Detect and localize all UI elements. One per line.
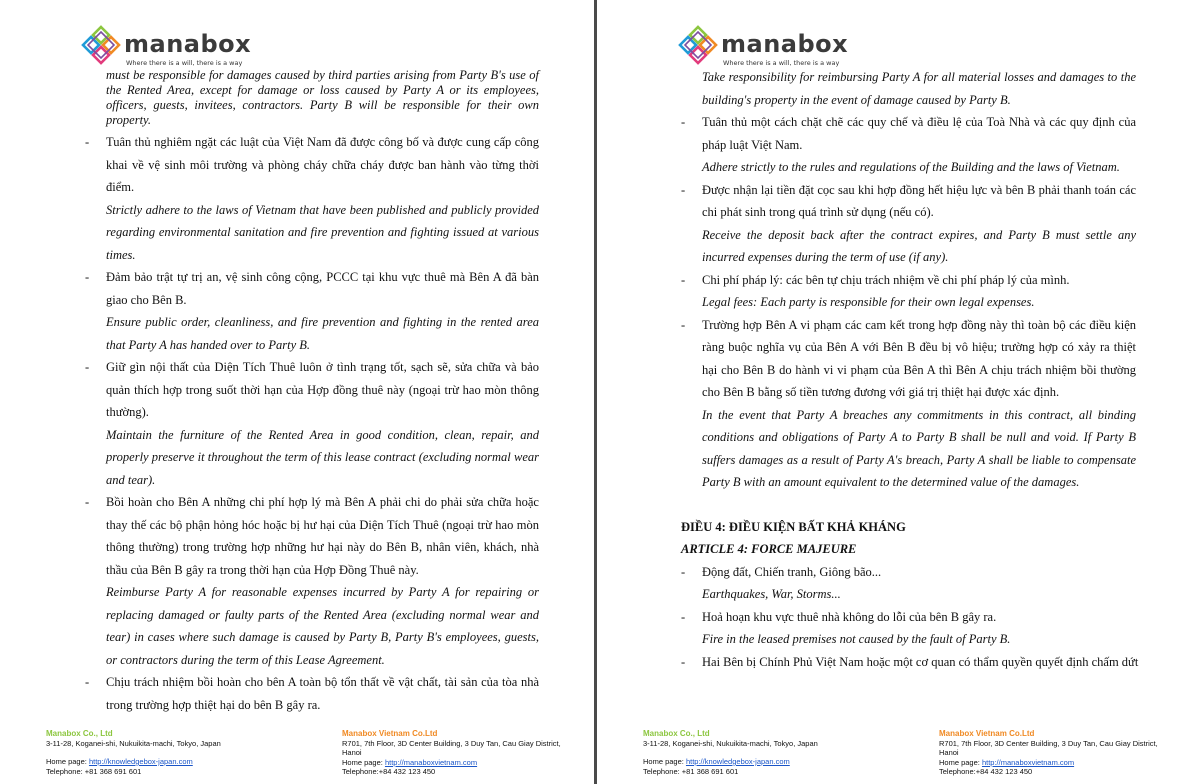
left-top-continuation: must be responsible for damages caused by third parties arising from Party B's use of the Rented Area, except for damage or loss caused by Party A or its employees, officers, guests, invitees, contractors. Party B will be responsible for their own property. [106,68,539,127]
footer-homepage-label: Home page: [643,757,686,766]
list-item [681,651,1139,674]
footer-homepage-link[interactable]: http://manaboxvietnam.com [981,757,1075,767]
logo-tagline: Where there is a will, there is a way [126,59,243,67]
clause-en: Receive the deposit back after the contract expires, and Party B must settle any incurred expenses during the term of use (if any). [702,227,1136,264]
footer-homepage [46,757,316,767]
logo-brand: manabox [124,30,252,58]
footer-company-name: Manabox Co., Ltd [643,729,710,738]
footer-company-name: Manabox Co., Ltd [46,729,113,738]
list-dash: - [681,182,686,197]
footer-telephone: Telephone:+84 432 123 450 [342,767,436,776]
footer-homepage-label: Home page: [939,757,982,767]
clause-en: Reimburse Party A for reasonable expenses incurred by Party A for repairing or replacing damaged or faulty parts of the Rented Area (excluding normal wear and tear) in cases where such damage is caused by Party B, Party B's employees, guests, or contractors during the term of this Lease Agreement. [106,585,539,667]
list-item [681,269,1136,314]
list-item [681,179,1136,269]
footer-address-line1: R701, 7th Floor, 3D Center Building, 3 Duy Tan, Cau Giay District, [939,738,1158,748]
list-item [681,314,1136,494]
clause-vi: Chi phí pháp lý: các bên tự chịu trách nhiệm về chi phí pháp lý của mình. [702,272,1070,287]
manabox-logo-icon [80,24,122,66]
footer-homepage [643,757,913,767]
footer-homepage-link[interactable]: http://knowledgebox-japan.com [685,757,790,766]
list-item [85,671,539,716]
footer-homepage-label: Home page: [46,757,89,766]
list-dash: - [681,654,686,669]
footer-address-line1: R701, 7th Floor, 3D Center Building, 3 Duy Tan, Cau Giay District, [342,738,561,748]
list-dash: - [681,115,686,129]
clause-en: Fire in the leased premises not caused by the fault of Party B. [702,632,1011,646]
clause-en: Adhere strictly to the rules and regulations of the Building and the laws of Vietnam. [702,160,1120,174]
footer-company-name: Manabox Vietnam Co.Ltd [342,729,438,738]
left-page-body [85,68,539,716]
footer-vietnam-office [342,729,590,777]
list-item [85,491,539,671]
footer-homepage-label: Home page: [342,757,385,767]
footer-japan-office [46,729,316,776]
clause-en: Ensure public order, cleanliness, and fire prevention and fighting in the rented area that Party A has handed over to Party B. [106,315,539,352]
clause-en: Maintain the furniture of the Rented Area in good condition, clean, repair, and properly preserve it throughout the term of this lease contract (excluding normal wear and tear). [106,427,539,487]
list-dash: - [681,272,686,287]
list-dash: - [681,564,686,579]
footer-vietnam-office [939,729,1184,777]
list-item [85,356,539,491]
footer-company-name: Manabox Vietnam Co.Ltd [939,729,1035,738]
clause-en: Legal fees: Each party is responsible for their own legal expenses. [702,295,1035,309]
clause-vi: Tuân thủ nghiêm ngặt các luật của Việt Nam đã được công bố và được cung cấp công khai về vệ sinh môi trường và phòng cháy chữa cháy được ban hành vào từng thời điểm. [106,135,539,194]
list-dash: - [85,360,90,374]
logo-brand: manabox [721,30,849,58]
list-item [681,561,1136,606]
clause-vi: Tuân thủ một cách chặt chẽ các quy chế và điều lệ của Toà Nhà và các quy định của pháp luật Việt Nam. [702,115,1136,152]
clause-vi: Trường hợp Bên A vi phạm các cam kết trong hợp đồng này thì toàn bộ các điều kiện ràng buộc nghĩa vụ của Bên A với Bên B đều bị vô hiệu; trường hợp có xảy ra thiệt hại cho Bên B do hành vi vi phạm của Bên A thì Bên A chịu trách nhiệm bồi thường cho Bên B bằng số tiền tương đương với giá trị thiệt hại được xác định. [702,317,1136,399]
list-item [85,131,539,266]
clause-en: Earthquakes, War, Storms... [702,587,841,601]
clause-vi: Được nhận lại tiền đặt cọc sau khi hợp đồng hết hiệu lực và bên B phải thanh toán các chi phát sinh trong quá trình sử dụng (nếu có). [702,182,1136,219]
manabox-logo-icon [677,24,719,66]
clause-vi: Giữ gìn nội thất của Diện Tích Thuê luôn ở tình trạng tốt, sạch sẽ, sửa chữa và bảo quản thích hợp trong suốt thời hạn của Hợp đồng thuê này (ngoại trừ hao mòn thông thường). [106,360,539,419]
footer-homepage [939,758,1184,768]
clause-vi: Động đất, Chiến tranh, Giông bão... [702,564,882,579]
clause-vi: Hai Bên bị Chính Phủ Việt Nam hoặc một cơ quan có thẩm quyền quyết định chấm dứt [702,654,1139,669]
clause-vi: Đảm bảo trật tự trị an, vệ sinh công cộng, PCCC tại khu vực thuê mà Bên A đã bàn giao cho Bên B. [106,270,539,307]
list-dash: - [85,135,90,149]
clause-en: Strictly adhere to the laws of Vietnam that have been published and publicly provided regarding environmental sanitation and fire prevention and fighting issued at various times. [106,202,539,262]
list-dash: - [681,609,686,624]
list-dash: - [85,270,90,284]
logo-tagline: Where there is a will, there is a way [723,59,840,67]
article-heading-vi: ĐIỀU 4: ĐIỀU KIỆN BẤT KHẢ KHÁNG [681,519,906,534]
list-dash: - [85,495,90,509]
footer-telephone: Telephone: +81 368 691 601 [643,766,739,776]
right-page-body [681,66,1139,673]
footer-homepage-link[interactable]: http://knowledgebox-japan.com [88,757,193,766]
right-top-continuation: Take responsibility for reimbursing Party A for all material losses and damages to the building's property in the event of damage caused by Party B. [702,70,1136,107]
footer-homepage [342,758,590,768]
list-dash: - [85,675,90,689]
footer-address-line2: Hanoi [342,748,362,757]
list-dash: - [681,317,686,332]
clause-en: In the event that Party A breaches any commitments in this contract, all binding conditions and obligations of Party A to Party B shall be null and void. If Party B suffers damages as a result of Party A's breach, Party A shall be liable to compensate Party B with an amount equivalent to the determined value of the damages. [702,407,1136,489]
list-item [85,266,539,356]
list-item [681,606,1136,651]
clause-vi: Bồi hoàn cho Bên A những chi phí hợp lý mà Bên A phải chi do phải sửa chữa hoặc thay thế các bộ phận hỏng hóc hoặc bị hư hại của Diện Tích Thuê (ngoại trừ hao mòn thông thường) trong trường hợp những hư hại này do Bên B, nhân viên, khách, nhà thầu của Bên B gây ra trong thời hạn của Hợp Đồng Thuê này. [106,495,539,577]
footer-telephone: Telephone:+84 432 123 450 [939,767,1033,776]
clause-vi: Hoả hoạn khu vực thuê nhà không do lỗi của bên B gây ra. [702,609,997,624]
article-heading-en: ARTICLE 4: FORCE MAJEURE [681,542,857,556]
list-item [681,111,1136,179]
document-page-right [597,0,1188,784]
footer-address: 3-11-28, Koganei-shi, Nukuikita-machi, Tokyo, Japan [643,738,818,748]
footer-telephone: Telephone: +81 368 691 601 [46,766,142,776]
clause-vi: Chịu trách nhiệm bồi hoàn cho bên A toàn bộ tổn thất về vật chất, tài sản của tòa nhà trong trường hợp thiệt hại do bên B gây ra. [106,675,539,712]
footer-homepage-link[interactable]: http://manaboxvietnam.com [384,757,478,767]
footer-address-line2: Hanoi [939,748,959,757]
footer-address: 3-11-28, Koganei-shi, Nukuikita-machi, Tokyo, Japan [46,738,221,748]
footer-japan-office [643,729,913,776]
